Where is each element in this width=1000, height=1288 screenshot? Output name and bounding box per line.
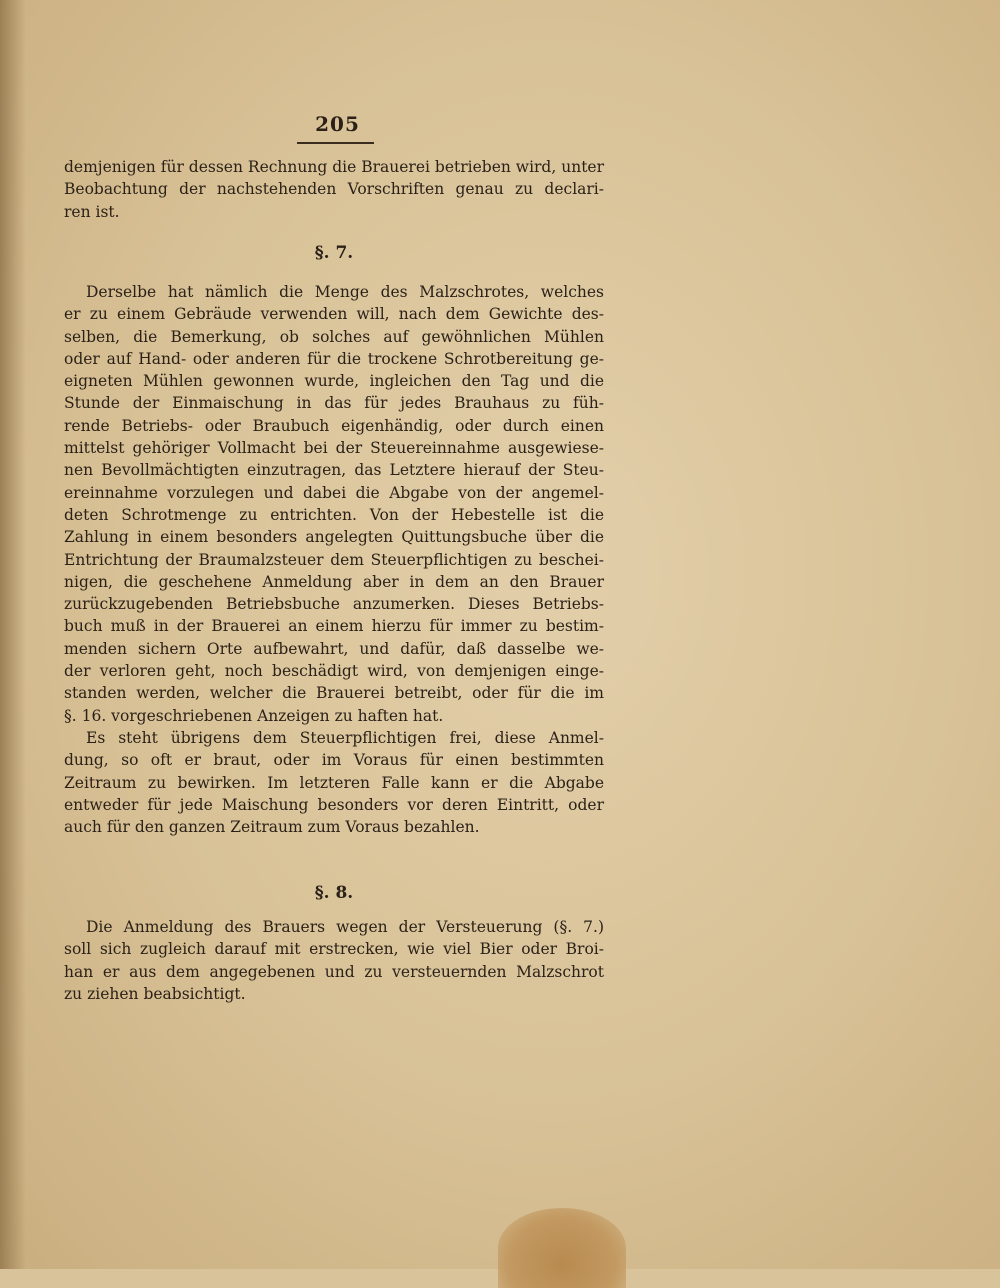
text-line: Es steht übrigens dem Steuerpflichtigen frei, diese Anmel- bbox=[86, 729, 604, 747]
text-line: han er aus dem angegebenen und zu versteuernden Malzschrot bbox=[64, 962, 604, 981]
text-line: Die Anmeldung des Brauers wegen der Versteuerung (§. 7.) bbox=[86, 918, 604, 936]
text-line: entweder für jede Maischung besonders vor deren Eintritt, oder bbox=[64, 795, 604, 814]
text-line: menden sichern Orte aufbewahrt, und dafür, daß dasselbe we- bbox=[64, 639, 604, 658]
text-line: mittelst gehöriger Vollmacht bei der Steuereinnahme ausgewiese- bbox=[64, 439, 604, 458]
text-line: dung, so oft er braut, oder im Voraus für einen bestimmten bbox=[64, 751, 604, 770]
text-line: Stunde der Einmaischung in das für jedes Brauhaus zu füh- bbox=[64, 394, 604, 413]
text-line: selben, die Bemerkung, ob solches auf gewöhnlichen Mühlen bbox=[64, 327, 604, 346]
text-line: oder auf Hand- oder anderen für die trockene Schrotbereitung ge- bbox=[64, 349, 604, 368]
section-heading-8: §. 8. bbox=[314, 883, 354, 903]
text-line: Zahlung in einem besonders angelegten Quittungsbuche über die bbox=[64, 528, 604, 547]
text-line: deten Schrotmenge zu entrichten. Von der Hebestelle ist die bbox=[64, 505, 604, 524]
text-line: §. 16. vorgeschriebenen Anzeigen zu haften hat. bbox=[64, 706, 444, 725]
text-line: ereinnahme vorzulegen und dabei die Abgabe von der angemel- bbox=[64, 483, 604, 502]
text-line: Derselbe hat nämlich die Menge des Malzschrotes, welches bbox=[86, 283, 604, 301]
binding-shadow bbox=[0, 0, 26, 1269]
section-7-paragraph-1 bbox=[64, 281, 604, 727]
text-line: er zu einem Gebräude verwenden will, nach dem Gewichte des- bbox=[64, 305, 604, 324]
text-line: demjenigen für dessen Rechnung die Brauerei betrieben wird, unter bbox=[64, 158, 604, 176]
text-line: Beobachtung der nachstehenden Vorschriften genau zu declari- bbox=[64, 180, 604, 199]
text-line: ren ist. bbox=[64, 202, 120, 221]
text-line: Entrichtung der Braumalzsteuer dem Steuerpflichtigen zu beschei- bbox=[64, 550, 604, 569]
text-line: Zeitraum zu bewirken. Im letzteren Falle kann er die Abgabe bbox=[64, 773, 604, 792]
text-line: auch für den ganzen Zeitraum zum Voraus bezahlen. bbox=[64, 818, 480, 837]
text-line: buch muß in der Brauerei an einem hierzu für immer zu bestim- bbox=[64, 617, 604, 636]
text-line: standen werden, welcher die Brauerei betreibt, oder für die im bbox=[64, 684, 604, 703]
text-line: eigneten Mühlen gewonnen wurde, ingleichen den Tag und die bbox=[64, 372, 604, 391]
text-line: zu ziehen beabsichtigt. bbox=[64, 984, 246, 1003]
page-number-rule bbox=[297, 142, 374, 144]
section-7-paragraph-2 bbox=[64, 727, 604, 838]
section-heading-7: §. 7. bbox=[314, 243, 354, 263]
text-line: der verloren geht, noch beschädigt wird, von demjenigen einge- bbox=[64, 662, 604, 681]
text-line: soll sich zugleich darauf mit erstrecken, wie viel Bier oder Broi- bbox=[64, 940, 604, 959]
paper-stain bbox=[498, 1208, 626, 1288]
intro-paragraph bbox=[64, 156, 604, 223]
text-line: nigen, die geschehene Anmeldung aber in dem an den Brauer bbox=[64, 572, 604, 591]
text-line: nen Bevollmächtigten einzutragen, das Letztere hierauf der Steu- bbox=[64, 461, 604, 480]
page-number: 205 bbox=[315, 112, 360, 136]
text-line: zurückzugebenden Betriebsbuche anzumerken. Dieses Betriebs- bbox=[64, 595, 604, 614]
text-line: rende Betriebs- oder Braubuch eigenhändig, oder durch einen bbox=[64, 416, 604, 435]
section-8-paragraph-1 bbox=[64, 916, 604, 1005]
